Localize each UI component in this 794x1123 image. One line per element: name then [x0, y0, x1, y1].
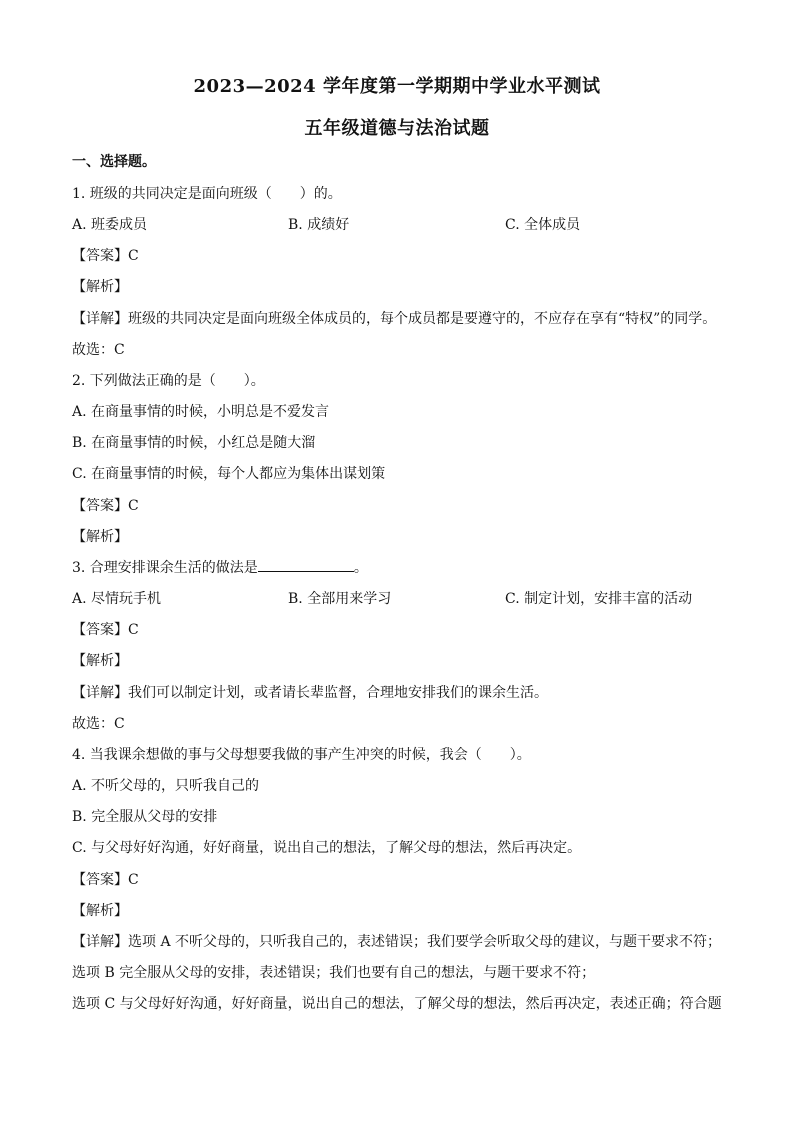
q1-option-a: A. 班委成员 — [72, 217, 148, 233]
q4-detail-1: 【详解】选项 A 不听父母的，只听我自己的，表述错误；我们要学会听取父母的建议，与题干要求不符； — [72, 934, 722, 950]
q3-option-b: B. 全部用来学习 — [288, 591, 392, 607]
q4-detail-3: 选项 C 与父母好好沟通，好好商量，说出自己的想法，了解父母的想法，然后再决定，表述正确；符合题 — [72, 996, 722, 1012]
q4-option-c: C. 与父母好好沟通，好好商量，说出自己的想法，了解父母的想法，然后再决定。 — [72, 840, 582, 856]
q4-analysis: 【解析】 — [72, 903, 128, 919]
q1-option-b: B. 成绩好 — [288, 217, 350, 233]
section-heading: 一、选择题。 — [72, 154, 156, 170]
q1-choose: 故选：C — [72, 342, 125, 358]
q2-option-a: A. 在商量事情的时候，小明总是不爱发言 — [72, 404, 330, 420]
q4-option-a: A. 不听父母的，只听我自己的 — [72, 778, 260, 794]
q1-analysis: 【解析】 — [72, 279, 128, 295]
q2-option-c: C. 在商量事情的时候，每个人都应为集体出谋划策 — [72, 466, 386, 482]
q3-stem-text: 3. 合理安排课余生活的做法是 — [72, 560, 258, 576]
q4-detail-2: 选项 B 完全服从父母的安排，表述错误；我们也要有自己的想法，与题干要求不符； — [72, 965, 596, 981]
q3-option-a: A. 尽情玩手机 — [72, 591, 162, 607]
q2-analysis: 【解析】 — [72, 529, 128, 545]
q1-option-c: C. 全体成员 — [505, 217, 581, 233]
q3-analysis: 【解析】 — [72, 653, 128, 669]
q4-option-b: B. 完全服从父母的安排 — [72, 809, 218, 825]
q1-detail: 【详解】班级的共同决定是面向班级全体成员的，每个成员都是要遵守的，不应存在享有“特权”的同学。 — [72, 311, 717, 327]
q4-answer: 【答案】C — [72, 872, 139, 888]
q3-stem — [72, 557, 368, 577]
q2-answer: 【答案】C — [72, 498, 139, 514]
q1-stem: 1. 班级的共同决定是面向班级（ ）的。 — [72, 186, 342, 202]
q1-answer: 【答案】C — [72, 248, 139, 264]
q3-answer: 【答案】C — [72, 622, 139, 638]
exam-subtitle: 五年级道德与法治试题 — [304, 118, 490, 139]
q3-blank — [258, 559, 354, 572]
q3-stem-end: 。 — [353, 560, 368, 576]
q3-detail: 【详解】我们可以制定计划，或者请长辈监督，合理地安排我们的课余生活。 — [72, 685, 548, 701]
q2-stem: 2. 下列做法正确的是（ ）。 — [72, 373, 265, 389]
q4-stem: 4. 当我课余想做的事与父母想要我做的事产生冲突的时候，我会（ ）。 — [72, 747, 531, 763]
q3-choose: 故选：C — [72, 716, 125, 732]
q2-option-b: B. 在商量事情的时候，小红总是随大溜 — [72, 435, 316, 451]
exam-title: 2023—2024 学年度第一学期期中学业水平测试 — [193, 76, 601, 97]
q3-option-c: C. 制定计划，安排丰富的活动 — [505, 591, 693, 607]
